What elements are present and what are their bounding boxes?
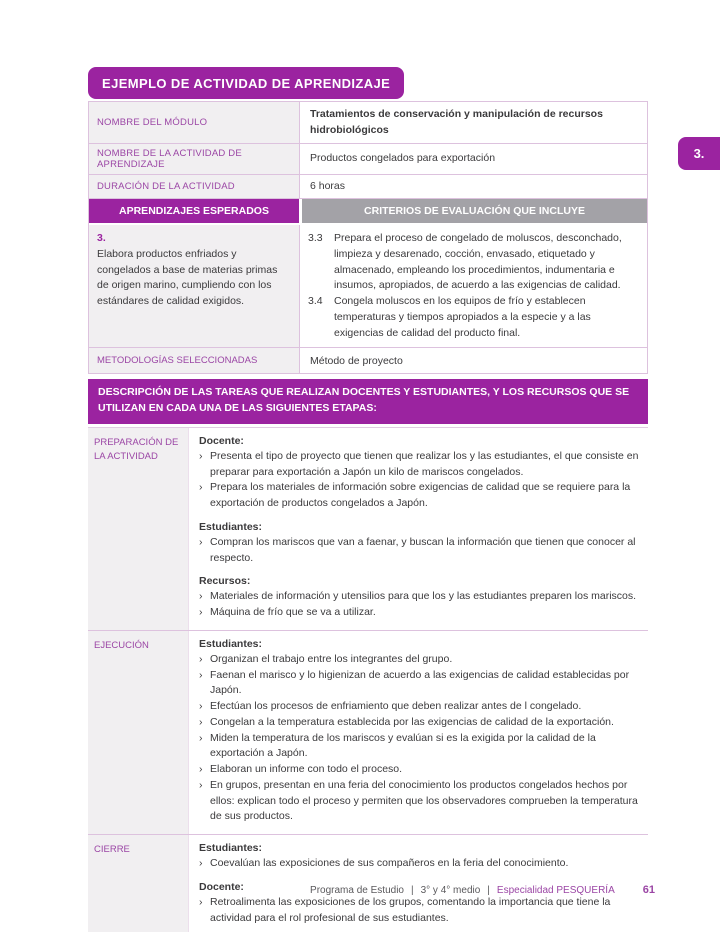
bullet-icon <box>199 535 210 567</box>
footer-grade: 3° y 4° medio <box>420 885 481 896</box>
page-footer <box>88 884 655 896</box>
bullet-icon <box>199 715 210 731</box>
bullet-item <box>199 589 644 605</box>
criterion-text: Congela moluscos en los equipos de frío y establecen temperaturas y tiempos apropiados a la especie y a las exigencias de calidad del producto final. <box>334 295 591 339</box>
bullet-text: Elaboran un informe con todo el proceso. <box>210 763 403 776</box>
bullet-text: Efectúan los procesos de enfriamiento que deben realizar antes de l congelado. <box>210 700 582 713</box>
bullet-item <box>199 762 644 778</box>
group-heading: Docente: <box>199 434 244 447</box>
bullet-item <box>199 668 644 700</box>
bullet-icon <box>199 699 210 715</box>
group-docente <box>199 435 644 512</box>
bullet-text: Prepara los materiales de información sobre exigencias de calidad que se requiere para la exportación de productos congelados a Japón. <box>210 481 631 510</box>
stage-body <box>188 631 648 834</box>
bullet-icon <box>199 731 210 763</box>
stages-table <box>88 427 648 932</box>
footer-separator: | <box>487 885 490 896</box>
bullet-item <box>199 535 644 567</box>
table-row <box>89 175 647 199</box>
stage-row-ejecucion <box>88 631 648 835</box>
bullet-text: Máquina de frío que se va a utilizar. <box>210 606 376 619</box>
expected-learning-header: APRENDIZAJES ESPERADOS <box>89 199 299 223</box>
criterion-number: 3.4 <box>308 295 323 308</box>
module-name-label: NOMBRE DEL MÓDULO <box>89 102 299 143</box>
footer-specialty: Especialidad PESQUERÍA <box>496 885 615 896</box>
bullet-item <box>199 699 644 715</box>
duration-value: 6 horas <box>299 175 647 198</box>
group-heading: Estudiantes: <box>199 842 263 855</box>
group-recursos <box>199 575 644 621</box>
bullet-text: Miden la temperatura de los mariscos y evalúan si es la exigida por la calidad de la exportación a Japón. <box>210 731 596 760</box>
criteria-cell <box>299 225 647 347</box>
bullet-icon <box>199 605 210 621</box>
bullet-icon <box>199 449 210 481</box>
table-row <box>89 144 647 175</box>
bullet-icon <box>199 652 210 668</box>
activity-name-value: Productos congelados para exportación <box>299 144 647 174</box>
page-title: EJEMPLO DE ACTIVIDAD DE APRENDIZAJE <box>88 67 404 99</box>
bullet-text: Coevalúan las exposiciones de sus compañeros en la feria del conocimiento. <box>210 857 569 870</box>
activity-name-label: NOMBRE DE LA ACTIVIDAD DE APRENDIZAJE <box>89 144 299 174</box>
chapter-tab <box>678 137 720 170</box>
bullet-item <box>199 856 644 872</box>
bullet-text: Faenan el marisco y lo higienizan de acuerdo a las exigencias de calidad establecidas por Japón. <box>210 668 630 697</box>
group-estudiantes <box>199 638 644 825</box>
module-name-value: Tratamientos de conservación y manipulación de recursos hidrobiológicos <box>299 102 647 143</box>
bullet-text: En grupos, presentan en una feria del conocimiento los productos congelados hechos por ellos: explican todo el proceso y permiten que los observadores comprueben la temperatura de sus productos. <box>210 778 638 823</box>
bullet-item <box>199 605 644 621</box>
footer-separator: | <box>410 885 414 896</box>
bullet-icon <box>199 895 210 927</box>
chapter-tab-label: 3. <box>693 146 705 161</box>
expected-learning-cell <box>89 225 299 347</box>
table-row <box>89 102 647 144</box>
bullet-text: Materiales de información y utensilios para que los y las estudiantes preparen los mariscos. <box>210 590 637 603</box>
bullet-icon <box>199 480 210 512</box>
bullet-icon <box>199 856 210 872</box>
learning-content-row <box>89 225 647 348</box>
bullet-item <box>199 715 644 731</box>
content-area <box>88 67 648 932</box>
criterion-text: Prepara el proceso de congelado de moluscos, desconchado, limpieza y desarenado, cocción, envasado, etiquetado y almacenado, empleando los procedimientos, indumentaria e insumos, apropiados, de acuerdo a las exigencias de calidad. <box>334 232 622 292</box>
methodology-row <box>89 348 647 373</box>
group-heading: Docente: <box>199 880 244 893</box>
bullet-text: Congelan a la temperatura establecida por las exigencias de calidad de la exportación. <box>210 715 614 728</box>
bullet-item <box>199 895 644 927</box>
bullet-item <box>199 652 644 668</box>
stage-label: PREPARACIÓN DE LA ACTIVIDAD <box>88 428 188 630</box>
methodology-value: Método de proyecto <box>299 348 647 373</box>
bullet-item <box>199 731 644 763</box>
tasks-description-banner: DESCRIPCIÓN DE LAS TAREAS QUE REALIZAN DOCENTES Y ESTUDIANTES, Y LOS RECURSOS QUE SE UTILIZAN EN CADA UNA DE LAS SIGUIENTES ETAPAS: <box>88 379 648 424</box>
bullet-item <box>199 449 644 481</box>
group-heading: Estudiantes: <box>199 520 263 533</box>
bullet-text: Organizan el trabajo entre los integrantes del grupo. <box>210 652 453 665</box>
bullet-text: Compran los mariscos que van a faenar, y buscan la información que tienen que conocer al respecto. <box>210 535 636 564</box>
footer-program: Programa de Estudio <box>310 885 404 896</box>
group-heading: Estudiantes: <box>199 637 263 650</box>
criterion-item <box>308 231 639 294</box>
bullet-icon <box>199 762 210 778</box>
criterion-item <box>308 294 639 341</box>
criterion-number: 3.3 <box>308 232 323 245</box>
expected-learning-text: Elabora productos enfriados y congelados a base de materias primas de origen marino, cumpliendo con los estándares de calidad exigidos. <box>97 247 278 308</box>
stage-label: EJECUCIÓN <box>88 631 188 834</box>
group-heading: Recursos: <box>199 575 251 588</box>
bullet-text: Presenta el tipo de proyecto que tienen que realizar los y las estudiantes, el que consiste en preparar para exportación a Japón un kilo de mariscos congelados. <box>210 449 639 478</box>
duration-label: DURACIÓN DE LA ACTIVIDAD <box>89 175 299 198</box>
activity-info-table <box>88 101 648 374</box>
stage-row-preparacion <box>88 428 648 631</box>
bullet-icon <box>199 668 210 700</box>
learning-header-row <box>89 199 647 223</box>
bullet-icon <box>199 589 210 605</box>
page-number: 61 <box>642 884 655 896</box>
bullet-item <box>199 480 644 512</box>
methodology-label: METODOLOGÍAS SELECCIONADAS <box>89 348 299 373</box>
group-estudiantes <box>199 521 644 567</box>
bullet-item <box>199 778 644 825</box>
bullet-text: Retroalimenta las exposiciones de los grupos, comentando la importancia que tiene la actividad para el rol profesional de sus estudiantes. <box>210 895 611 924</box>
evaluation-criteria-header: CRITERIOS DE EVALUACIÓN QUE INCLUYE <box>299 199 647 223</box>
group-estudiantes <box>199 842 644 872</box>
bullet-icon <box>199 778 210 825</box>
expected-learning-number: 3. <box>97 232 106 245</box>
stage-label: CIERRE <box>88 835 188 932</box>
stage-body <box>188 428 648 630</box>
